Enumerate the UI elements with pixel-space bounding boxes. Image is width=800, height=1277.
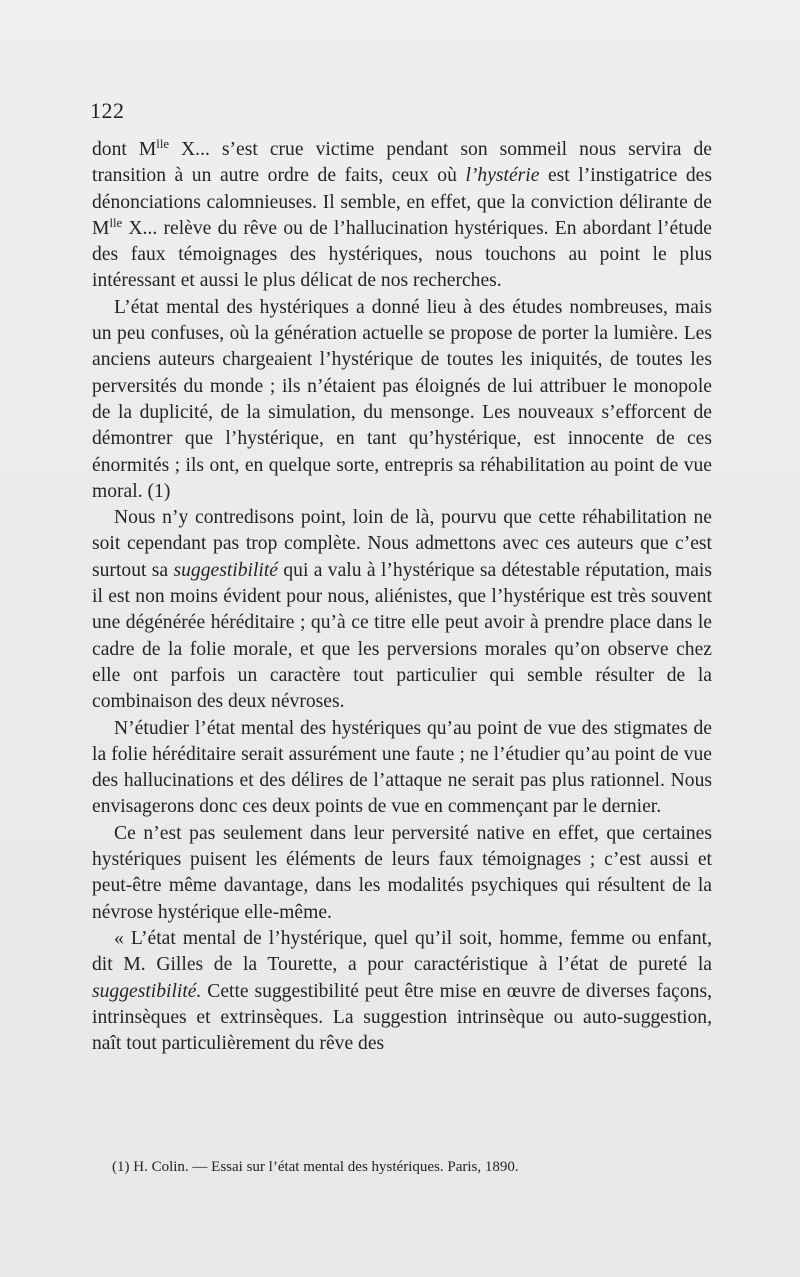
- text-segment: X... relève du rêve ou de l’hallucination hystériques. En abordant l’étude des faux témoignages des hystériques, nous touchons au point le plus intéressant et aussi le plus délicat de nos recherches.: [92, 217, 712, 292]
- text-segment: dont M: [92, 139, 157, 160]
- superscript: lle: [109, 215, 123, 230]
- superscript: lle: [156, 137, 170, 151]
- text-segment: qui a valu à l’hystérique sa détestable réputation, mais il est non moins évident pour nous, aliénistes, que l’hystérique est très souvent une dégénérée héréditaire ; qu’à ce titre elle peut avoir à prendre place dans le cadre de la folie morale, et que les perversions morales qu’on observe chez elle ont parfois un caractère tout particulier qui semble résulter de la combinaison des deux névroses.: [92, 559, 713, 713]
- paragraph: [92, 821, 712, 926]
- paragraph: [92, 716, 712, 821]
- paragraph: [92, 137, 712, 295]
- paragraph: [92, 926, 712, 1057]
- page-number: 122: [90, 98, 125, 123]
- paragraph: [92, 505, 712, 715]
- text-segment: Nous n’y contredisons point, loin de là, pourvu que cette réhabilitation ne soit cependant pas trop complète. Nous admettons avec ces auteurs que c’est surtout sa: [92, 507, 712, 581]
- italic-text: suggestibilité: [173, 559, 278, 581]
- text-segment: « L’état mental de l’hystérique, quel qu’il soit, homme, femme ou enfant, dit M. Gilles de la Tourette, a pour caractéristique à l’état de pureté la: [92, 927, 712, 976]
- paragraph: [92, 295, 712, 505]
- body-text: [92, 137, 712, 1057]
- footnote: (1) H. Colin. — Essai sur l’état mental des hystériques. Paris, 1890.: [112, 1159, 519, 1175]
- text-segment: Cette suggestibilité peut être mise en œuvre de diverses façons, intrinsèques et extrinsèques. La suggestion intrinsèque ou auto-suggestion, naît tout particulièrement du rêve des: [92, 980, 712, 1055]
- text-segment: est l’instigatrice des dénonciations calomnieuses. Il semble, en effet, que la conviction délirante de M: [92, 165, 712, 239]
- text-segment: N’étudier l’état mental des hystériques qu’au point de vue des stigmates de la folie héréditaire serait assurément une faute ; ne l’étudier qu’au point de vue des hallucinations et des délires de l’attaque ne serait pas plus rationnel. Nous envisagerons donc ces deux points de vue en commençant par le dernier.: [92, 717, 712, 818]
- text-segment: Ce n’est pas seulement dans leur perversité native en effet, que certaines hystériques puisent les éléments de leurs faux témoignages ; c’est aussi et peut-être même davantage, dans les modalités psychiques qui résultent de la névrose hystérique elle-même.: [92, 822, 712, 923]
- italic-text: l’hystérie: [465, 165, 540, 187]
- italic-text: suggestibilité.: [92, 980, 202, 1002]
- text-segment: X... s’est crue victime pendant son sommeil nous servira de transition à un autre ordre de faits, ceux où: [92, 139, 712, 187]
- text-segment: L’état mental des hystériques a donné lieu à des études nombreuses, mais un peu confuses, où la génération actuelle se propose de porter la lumière. Les anciens auteurs chargeaient l’hystérique de toutes les iniquités, de toutes les perversités du monde ; ils n’étaient pas éloignés de lui attribuer le monopole de la duplicité, de la simulation, du mensonge. Les nouveaux s’efforcent de démontrer que l’hystérique, en tant qu’hystérique, est innocente de ces énormités ; ils ont, en quelque sorte, entrepris sa réhabilitation au point de vue moral. (1): [92, 296, 712, 502]
